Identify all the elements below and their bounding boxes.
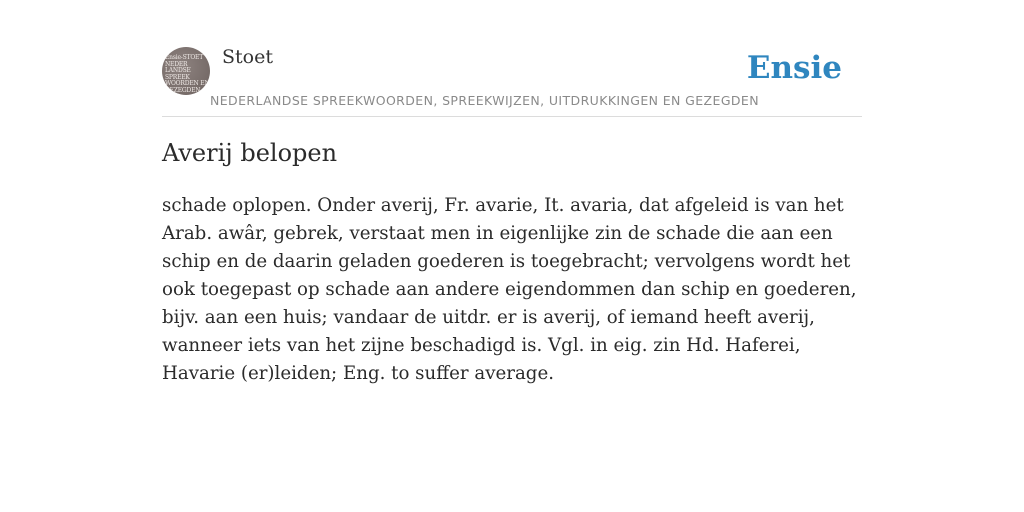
brand-logo-link[interactable]: Ensie [746,50,842,86]
avatar-logo-text: Ensie-STOET NEDER LANDSE SPREEK WOORDEN EN GEZEGDEN [165,54,210,94]
entry-definition: schade oplopen. Onder averij, Fr. avarie, It. avaria, dat afgeleid is van het Arab. awâr, gebrek, verstaat men in eigenlijke zin de schade die aan een schip en de daarin geladen goederen is toegebracht; vervolgens wordt het ook toegepast op schade aan andere eigendommen dan schip en goederen, bijv. aan een huis; vandaar de uitdr. er is averij, of iemand heeft averij, wanneer iets van het zijne beschadigd is. Vgl. in eig. zin Hd. Haferei, Havarie (er)leiden; Eng. to suffer average. [162,195,857,384]
source-subtitle[interactable]: NEDERLANDSE SPREEKWOORDEN, SPREEKWIJZEN, UITDRUKKINGEN EN GEZEGDEN [210,93,759,108]
avatar[interactable] [162,47,210,95]
entry-title: Averij belopen [162,139,338,167]
author-name[interactable]: Stoet [222,46,273,68]
header [162,46,862,117]
